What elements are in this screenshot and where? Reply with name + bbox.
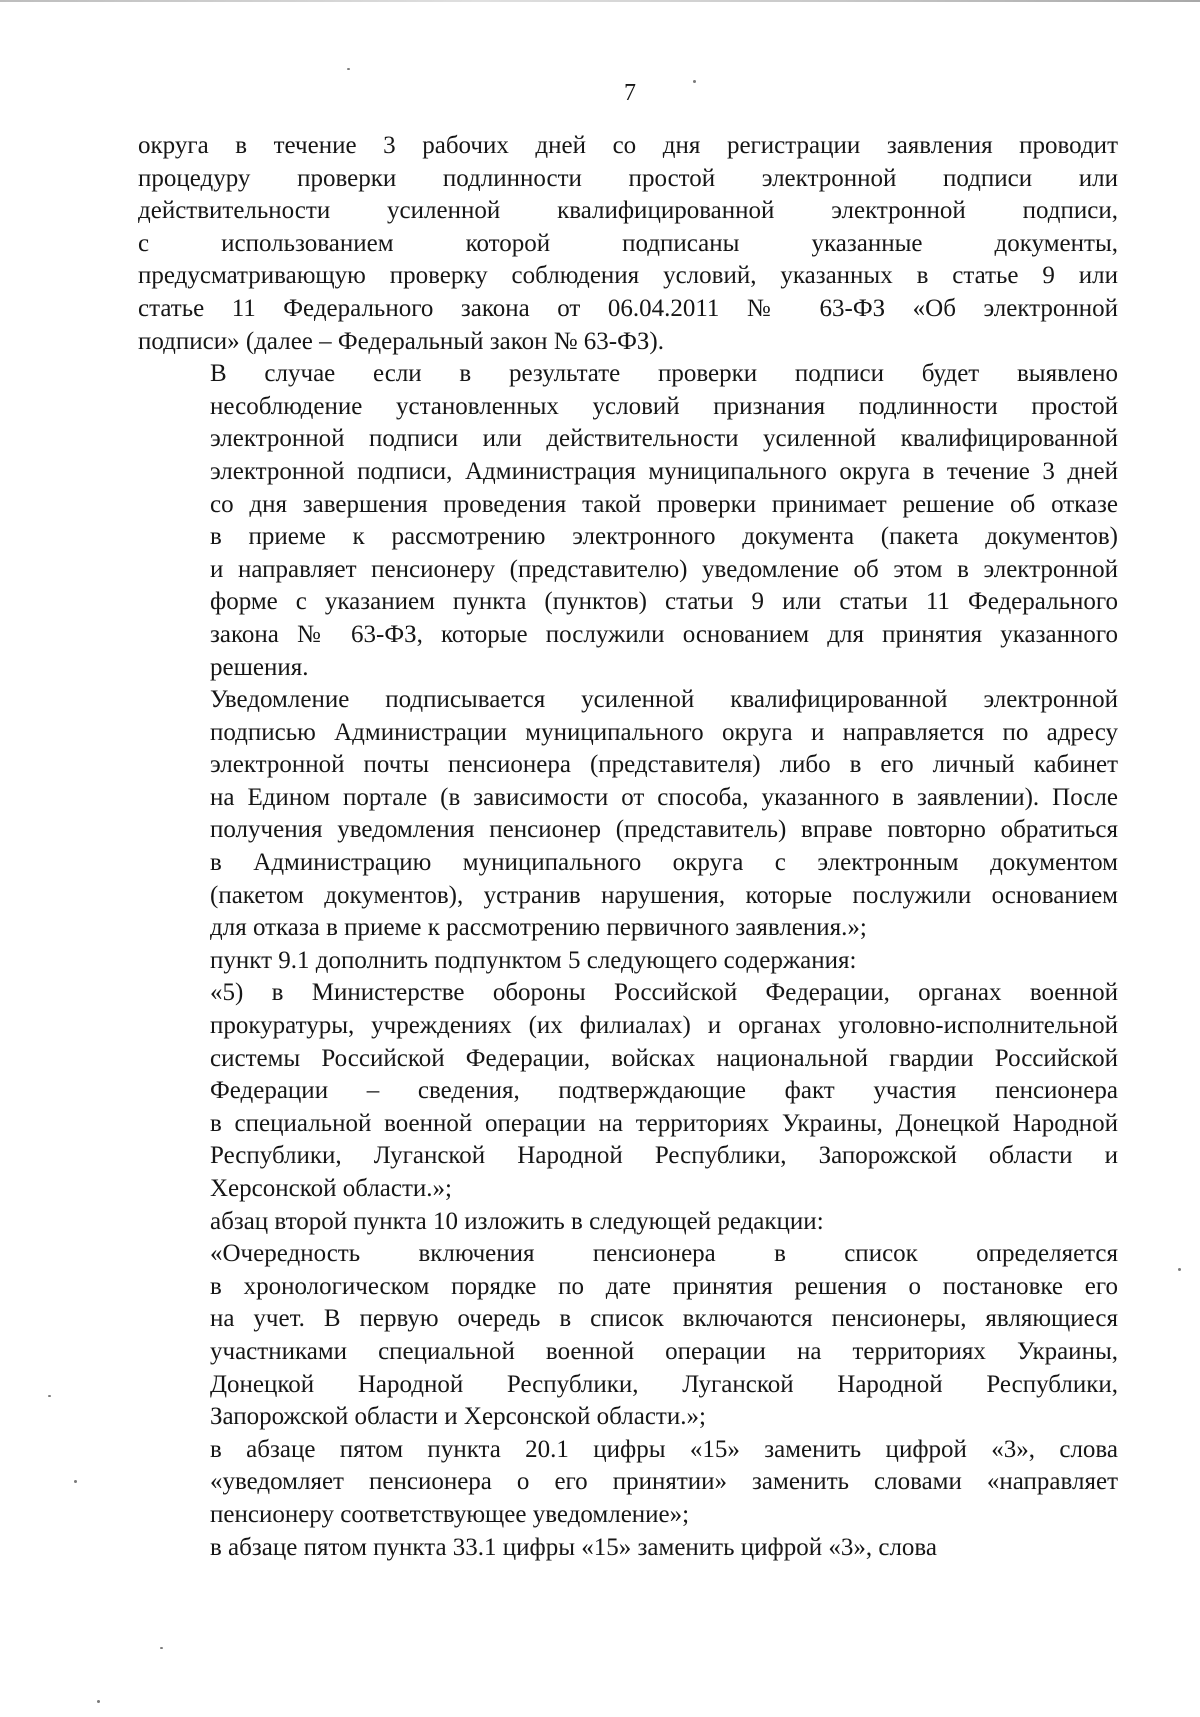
text-line: подписи» (далее – Федеральный закон № 63-ФЗ).	[138, 327, 664, 355]
text-line: предусматривающую проверку соблюдения условий, указанных в статье 9 или	[138, 262, 1118, 290]
scan-speck	[1178, 1268, 1181, 1271]
text-line: несоблюдение установленных условий признания подлинности простой	[210, 392, 1118, 420]
text-line: получения уведомления пенсионер (представитель) вправе повторно обратиться	[210, 816, 1118, 844]
text-line: в абзаце пятом пункта 20.1 цифры «15» заменить цифрой «3», слова	[210, 1435, 1118, 1463]
scan-top-edge	[0, 0, 1200, 2]
text-line: электронной почты пенсионера (представителя) либо в его личный кабинет	[210, 751, 1118, 779]
paragraph	[138, 130, 1118, 358]
text-line: в абзаце пятом пункта 33.1 цифры «15» заменить цифрой «3», слова	[210, 1533, 937, 1561]
text-line: В случае если в результате проверки подписи будет выявлено	[210, 360, 1118, 388]
text-line: Запорожской области и Херсонской области.»;	[210, 1403, 706, 1431]
text-line: абзац второй пункта 10 изложить в следующей редакции:	[210, 1207, 824, 1235]
text-line: в хронологическом порядке по дате принятия решения о постановке его	[210, 1272, 1118, 1300]
text-line: действительности усиленной квалифицированной электронной подписи,	[138, 197, 1118, 225]
text-line: в Администрацию муниципального округа с электронным документом	[210, 849, 1118, 877]
text-line: в приеме к рассмотрению электронного документа (пакета документов)	[210, 523, 1118, 551]
text-line: для отказа в приеме к рассмотрению первичного заявления.»;	[210, 914, 867, 942]
text-line: электронной подписи или действительности усиленной квалифицированной	[210, 425, 1118, 453]
scan-speck	[347, 68, 350, 70]
text-line: Федерации – сведения, подтверждающие факт участия пенсионера	[210, 1077, 1118, 1105]
text-line: со дня завершения проведения такой проверки принимает решение об отказе	[210, 490, 1118, 518]
page-number: 7	[624, 80, 636, 106]
paragraph	[138, 358, 1118, 684]
text-line: (пакетом документов), устранив нарушения, которые послужили основанием	[210, 881, 1118, 909]
text-line: «5) в Министерстве обороны Российской Федерации, органах военной	[210, 979, 1118, 1007]
text-line: «Очередность включения пенсионера в список определяется	[210, 1240, 1118, 1268]
paragraph	[138, 1532, 1118, 1565]
text-line: в специальной военной операции на территориях Украины, Донецкой Народной	[210, 1109, 1118, 1137]
text-line: участниками специальной военной операции на территориях Украины,	[210, 1337, 1118, 1365]
text-line: форме с указанием пункта (пунктов) статьи 9 или статьи 11 Федерального	[210, 588, 1118, 616]
text-line: прокуратуры, учреждениях (их филиалах) и органах уголовно-исполнительной	[210, 1012, 1118, 1040]
paragraph	[138, 1238, 1118, 1434]
text-line: статье 11 Федерального закона от 06.04.2011 № 63-ФЗ «Об электронной	[138, 294, 1118, 322]
scan-speck	[74, 1480, 77, 1483]
paragraph	[138, 977, 1118, 1205]
text-line: и направляет пенсионеру (представителю) уведомление об этом в электронной	[210, 555, 1118, 583]
scan-speck	[160, 1647, 163, 1649]
scan-speck	[48, 1395, 51, 1397]
text-line: «уведомляет пенсионера о его принятии» заменить словами «направляет	[210, 1468, 1118, 1496]
text-line: системы Российской Федерации, войсках национальной гвардии Российской	[210, 1044, 1118, 1072]
text-line: пенсионеру соответствующее уведомление»;	[210, 1500, 690, 1528]
paragraph	[138, 684, 1118, 945]
text-line: Херсонской области.»;	[210, 1175, 452, 1202]
text-line: закона № 63-ФЗ, которые послужили основанием для принятия указанного	[210, 620, 1118, 648]
scan-speck	[97, 1700, 100, 1703]
text-line: процедуру проверки подлинности простой электронной подписи или	[138, 164, 1118, 192]
text-line: на Едином портале (в зависимости от способа, указанного в заявлении). После	[210, 783, 1118, 811]
text-line: решения.	[210, 653, 309, 681]
paragraph	[138, 1206, 1118, 1239]
paragraph	[138, 945, 1118, 978]
text-line: с использованием которой подписаны указанные документы,	[138, 229, 1118, 257]
text-line: Уведомление подписывается усиленной квалифицированной электронной	[210, 686, 1118, 714]
text-line: электронной подписи, Администрация муниципального округа в течение 3 дней	[210, 457, 1118, 485]
scan-speck	[693, 80, 696, 83]
text-line: округа в течение 3 рабочих дней со дня регистрации заявления проводит	[138, 132, 1118, 159]
text-line: подписью Администрации муниципального округа и направляется по адресу	[210, 718, 1118, 746]
paragraph	[138, 1434, 1118, 1532]
document-body	[138, 130, 1118, 1564]
text-line: на учет. В первую очередь в список включаются пенсионеры, являющиеся	[210, 1305, 1118, 1333]
text-line: пункт 9.1 дополнить подпунктом 5 следующего содержания:	[210, 946, 857, 974]
text-line: Республики, Луганской Народной Республики, Запорожской области и	[210, 1142, 1118, 1170]
text-line: Донецкой Народной Республики, Луганской Народной Республики,	[210, 1370, 1118, 1398]
